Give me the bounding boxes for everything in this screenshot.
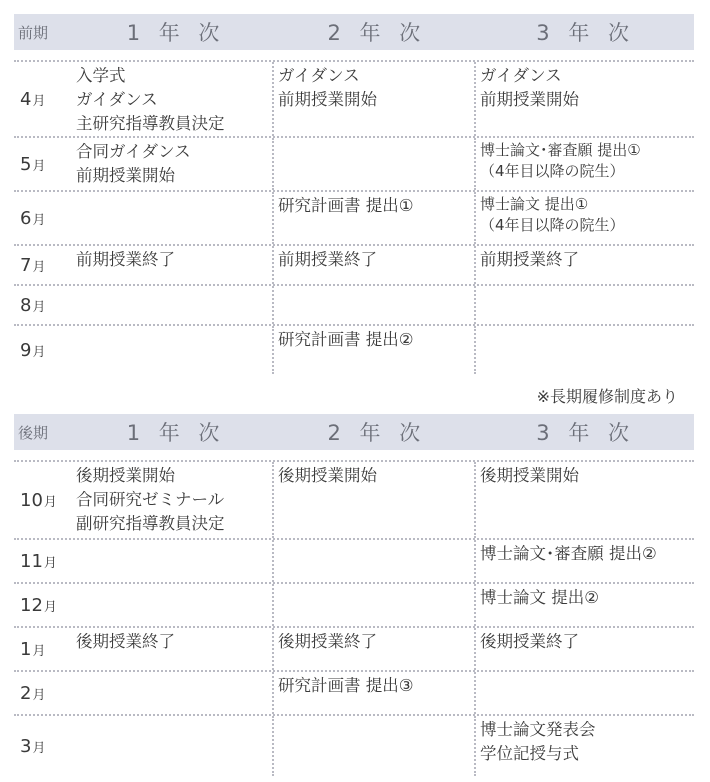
- year-1-cell: [72, 326, 274, 374]
- event-text: 研究計画書 提出①: [278, 196, 414, 215]
- event-text: 副研究指導教員決定: [76, 514, 225, 533]
- month-unit: 月: [32, 158, 46, 174]
- year-1-cell: [72, 286, 274, 324]
- year-2-cell: [274, 326, 476, 374]
- event-text: 博士論文 提出①: [480, 195, 589, 213]
- year-1-cell: [72, 672, 274, 714]
- table-row: [14, 244, 694, 284]
- month-number: 2: [20, 682, 32, 704]
- month-unit: 月: [43, 599, 57, 615]
- event-text: 前期授業終了: [480, 250, 579, 269]
- first-term-header: [14, 14, 694, 50]
- month-unit: 月: [32, 93, 46, 109]
- month-unit: 月: [32, 643, 46, 659]
- event-text: 後期授業開始: [278, 466, 377, 485]
- year-2-cell: [274, 286, 476, 324]
- event-text: 後期授業終了: [278, 632, 377, 651]
- year-1-cell: [72, 62, 274, 136]
- month-number: 10: [20, 489, 43, 511]
- month-number: 4: [20, 88, 32, 110]
- table-row: [14, 60, 694, 136]
- year-2-cell: [274, 628, 476, 670]
- month-unit: 月: [32, 687, 46, 703]
- table-row: [14, 136, 694, 190]
- first-term-table: [14, 14, 694, 374]
- year-3-cell: [476, 326, 694, 374]
- term-label: 後期: [18, 423, 49, 442]
- month-label: [14, 540, 72, 582]
- event-text: 前期授業開始: [278, 90, 377, 109]
- year-1-cell: [72, 246, 274, 284]
- year-1-cell: [72, 462, 274, 538]
- first-term-rows: [14, 60, 694, 374]
- event-text: 研究計画書 提出②: [278, 330, 414, 349]
- event-text: ガイダンス: [76, 90, 158, 109]
- year-3-cell: [476, 286, 694, 324]
- month-label: [14, 672, 72, 714]
- year-3-header: 3 年 次: [536, 21, 635, 45]
- year-2-cell: [274, 584, 476, 626]
- second-term-table: [14, 414, 694, 776]
- year-2-cell: [274, 540, 476, 582]
- event-text: 前期授業開始: [76, 166, 175, 185]
- event-text: 前期授業開始: [480, 90, 579, 109]
- year-3-cell: [476, 246, 694, 284]
- year-3-cell: [476, 584, 694, 626]
- event-text: ガイダンス: [278, 66, 360, 85]
- month-number: 6: [20, 207, 32, 229]
- event-text: ガイダンス: [480, 66, 562, 85]
- year-3-cell: [476, 62, 694, 136]
- year-2-cell: [274, 716, 476, 776]
- year-1-header: 1 年 次: [126, 21, 226, 45]
- year-3-cell: [476, 462, 694, 538]
- year-1-cell: [72, 540, 274, 582]
- year-2-cell: [274, 138, 476, 190]
- month-number: 3: [20, 735, 32, 757]
- year-1-cell: [72, 716, 274, 776]
- month-number: 5: [20, 153, 32, 175]
- table-row: [14, 284, 694, 324]
- month-number: 7: [20, 254, 32, 276]
- table-row: [14, 538, 694, 582]
- event-text: 博士論文 提出②: [480, 588, 600, 607]
- event-text: 後期授業終了: [76, 632, 175, 651]
- month-unit: 月: [43, 494, 57, 510]
- second-term-header: [14, 414, 694, 450]
- month-label: [14, 462, 72, 538]
- month-number: 8: [20, 294, 32, 316]
- year-1-header: 1 年 次: [126, 421, 226, 445]
- event-text: 後期授業開始: [480, 466, 579, 485]
- event-text: 入学式: [76, 66, 126, 85]
- table-row: [14, 670, 694, 714]
- year-3-cell: [476, 540, 694, 582]
- month-label: [14, 192, 72, 244]
- year-3-cell: [476, 138, 694, 190]
- year-1-cell: [72, 628, 274, 670]
- year-2-cell: [274, 672, 476, 714]
- year-1-cell: [72, 138, 274, 190]
- second-term-rows: [14, 460, 694, 776]
- event-text: 前期授業終了: [76, 250, 175, 269]
- month-number: 11: [20, 550, 43, 572]
- month-unit: 月: [43, 555, 57, 571]
- year-1-cell: [72, 584, 274, 626]
- month-number: 1: [20, 638, 32, 660]
- year-3-cell: [476, 672, 694, 714]
- year-2-cell: [274, 192, 476, 244]
- table-row: [14, 582, 694, 626]
- event-text: 合同研究ゼミナール: [76, 490, 225, 509]
- event-text: 博士論文発表会: [480, 720, 596, 739]
- year-2-header: 2 年 次: [327, 21, 427, 45]
- month-label: [14, 628, 72, 670]
- long-term-note: ※長期履修制度あり: [536, 387, 678, 406]
- table-row: [14, 324, 694, 374]
- event-text: 学位記授与式: [480, 744, 579, 763]
- year-1-cell: [72, 192, 274, 244]
- year-2-cell: [274, 462, 476, 538]
- year-3-cell: [476, 628, 694, 670]
- month-label: [14, 326, 72, 374]
- month-label: [14, 286, 72, 324]
- table-row: [14, 460, 694, 538]
- event-text: 後期授業終了: [480, 632, 579, 651]
- year-3-header: 3 年 次: [536, 421, 635, 445]
- event-text: （4年目以降の院生）: [480, 216, 625, 234]
- event-text: （4年目以降の院生）: [480, 162, 625, 180]
- term-label: 前期: [18, 23, 49, 42]
- event-text: 主研究指導教員決定: [76, 114, 225, 133]
- month-label: [14, 716, 72, 776]
- event-text: 博士論文･審査願 提出①: [480, 141, 641, 159]
- month-number: 12: [20, 594, 43, 616]
- table-row: [14, 190, 694, 244]
- event-text: 博士論文･審査願 提出②: [480, 544, 657, 563]
- month-label: [14, 584, 72, 626]
- month-unit: 月: [32, 344, 46, 360]
- year-2-header: 2 年 次: [327, 421, 427, 445]
- year-3-cell: [476, 716, 694, 776]
- month-unit: 月: [32, 259, 46, 275]
- month-label: [14, 62, 72, 136]
- event-text: 合同ガイダンス: [76, 142, 191, 161]
- event-text: 研究計画書 提出③: [278, 676, 414, 695]
- month-number: 9: [20, 339, 32, 361]
- event-text: 前期授業終了: [278, 250, 377, 269]
- table-row: [14, 714, 694, 776]
- month-label: [14, 246, 72, 284]
- event-text: 後期授業開始: [76, 466, 175, 485]
- year-2-cell: [274, 62, 476, 136]
- year-2-cell: [274, 246, 476, 284]
- table-row: [14, 626, 694, 670]
- month-unit: 月: [32, 299, 46, 315]
- year-3-cell: [476, 192, 694, 244]
- month-unit: 月: [32, 212, 46, 228]
- month-unit: 月: [32, 740, 46, 756]
- month-label: [14, 138, 72, 190]
